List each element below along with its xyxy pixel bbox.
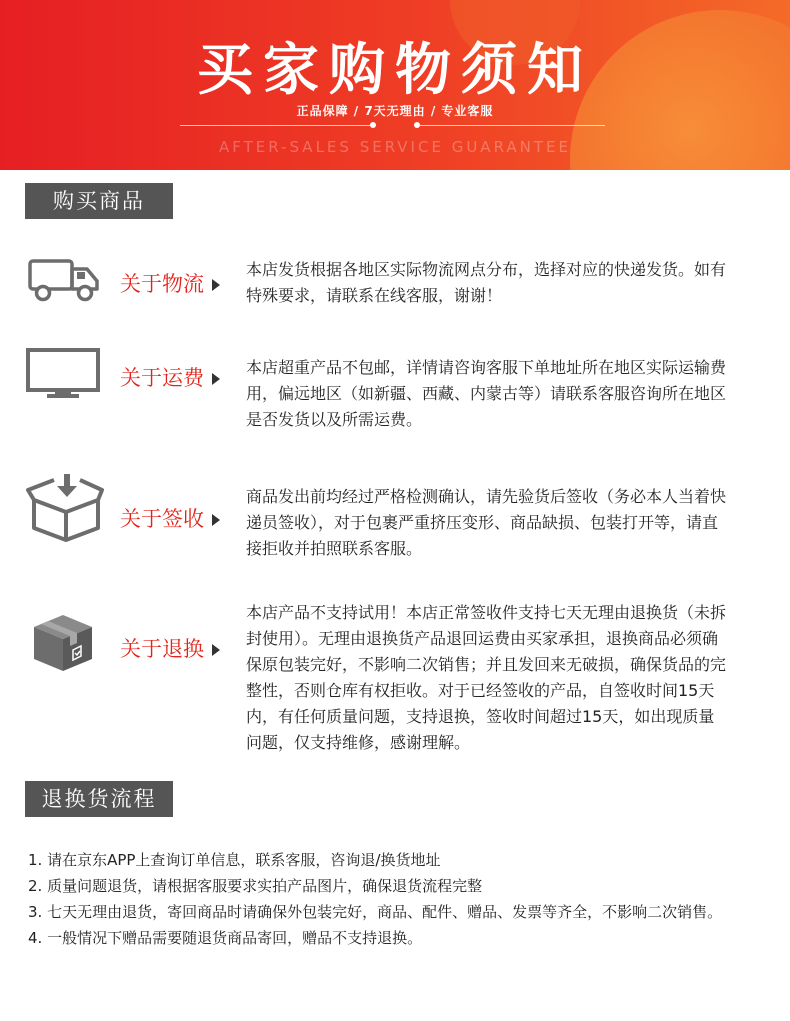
- row-text-returns: 本店产品不支持试用！本店正常签收件支持七天无理由退换货（未拆封使用）。无理由退换货产品退回运费由买家承担，退换商品必须确保原包装完好，不影响二次销售；并且发回来无破损，确保货品的完整性，否则仓库有权拒收。对于已经签收的产品，自签收时间15天内，有任何质量问题，支持退换，签收时间超过15天，如出现质量问题，仅支持维修，感谢理解。: [246, 603, 727, 752]
- row-label-text: 关于物流: [120, 272, 204, 296]
- box-return-icon: [30, 612, 96, 678]
- row-text-shipping-fee: 本店超重产品不包邮，详情请咨询客服下单地址所在地区实际运输费用，偏远地区（如新疆、西藏、内蒙古等）请联系客服咨询所在地区是否发货以及所需运费。: [246, 358, 727, 429]
- banner-subtitle: 正品保障 / 7天无理由 / 专业客服: [296, 104, 494, 118]
- list-item: 4. 一般情况下赠品需要随退货商品寄回，赠品不支持退换。: [28, 929, 423, 947]
- return-steps-list: [28, 847, 768, 951]
- arrow-right-icon: [212, 279, 220, 291]
- list-item: 1. 请在京东APP上查询订单信息，联系客服，咨询退/换货地址: [28, 851, 441, 869]
- arrow-right-icon: [212, 373, 220, 385]
- banner-divider: [180, 125, 370, 126]
- row-label-receiving: [120, 503, 220, 533]
- row-label-shipping-fee: [120, 362, 220, 392]
- banner-english-subtitle: AFTER-SALES SERVICE GUARANTEE: [219, 138, 571, 156]
- package-receive-icon: [26, 472, 104, 548]
- banner-divider-dot: [370, 122, 376, 128]
- monitor-icon: [25, 347, 101, 403]
- truck-icon: [27, 255, 101, 309]
- row-text-logistics: 本店发货根据各地区实际物流网点分布，选择对应的快递发货。如有特殊要求，请联系在线客服，谢谢！: [246, 260, 727, 305]
- row-text-receiving: 商品发出前均经过严格检测确认，请先验货后签收（务必本人当着快递员签收），对于包裹严重挤压变形、商品缺损、包装打开等，请直接拒收并拍照联系客服。: [246, 487, 727, 558]
- section-title-purchase: 购买商品: [25, 183, 173, 219]
- arrow-right-icon: [212, 514, 220, 526]
- banner-divider: [420, 125, 605, 126]
- list-item: 2. 质量问题退货，请根据客服要求实拍产品图片，确保退货流程完整: [28, 877, 483, 895]
- header-banner: [0, 0, 790, 170]
- row-label-logistics: [120, 268, 220, 298]
- list-item: 3. 七天无理由退货，寄回商品时请确保外包装完好，商品、配件、赠品、发票等齐全，不影响二次销售。: [28, 903, 723, 921]
- row-label-returns: [120, 633, 220, 663]
- row-label-text: 关于运费: [120, 366, 204, 390]
- banner-title: 买家购物须知: [197, 38, 593, 103]
- arrow-right-icon: [212, 644, 220, 656]
- row-label-text: 关于退换: [120, 637, 204, 661]
- section-title-return-process: 退换货流程: [25, 781, 173, 817]
- row-label-text: 关于签收: [120, 507, 204, 531]
